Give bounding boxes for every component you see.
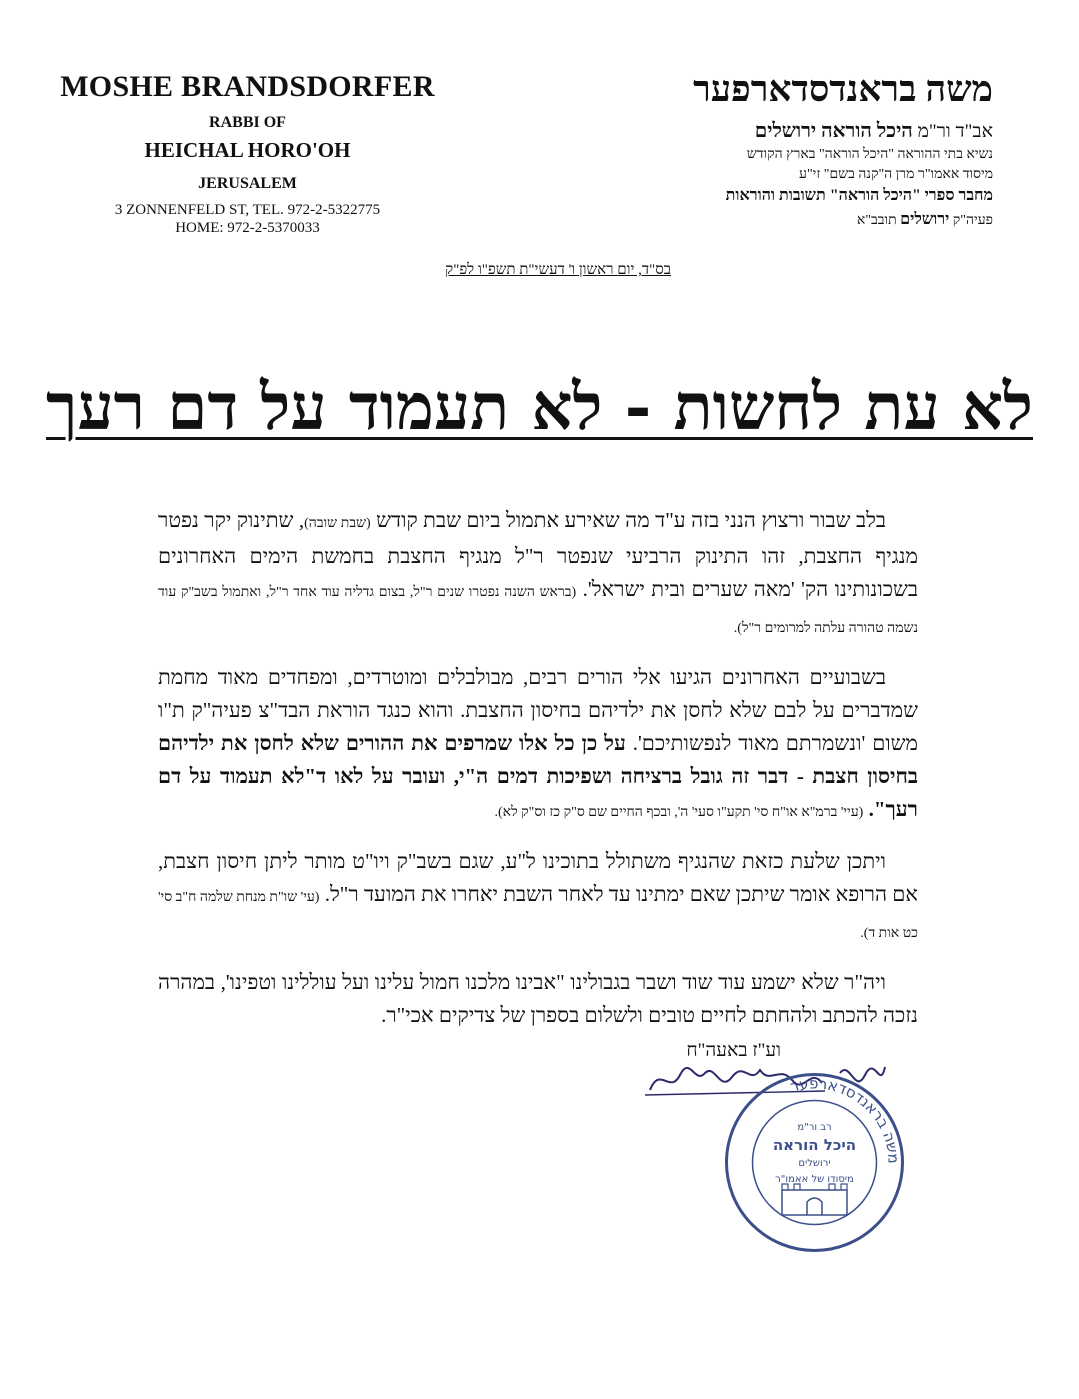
letterhead-line5-suffix: תובב"א [856,213,897,228]
stamp-line2: היכל הוראה [772,1136,857,1154]
closing-line: וע"ז באעה"ח [686,1040,781,1061]
paragraph-4 [158,966,918,1032]
p3-main: ויתכן שלעת כזאת שהנגיף משתולל בתוכינו ל"ע, שגם בשב"ק ויו"ט מותר ליתן חיסון חצבת, אם הרופא אומר שיתכן שאם ימתינו עד לאחר השבת יאחרו את המועד ר"ל. [158,849,919,906]
p2-bold: על כן כל אלו שמרפים את ההורים שלא לחסן את ילדיהם בחיסון חצבת - דבר זה גובל ברציחה ושפיכות דמים ה"י, ועובר על לאו ד"לא תעמוד על דם רעך". [158,731,918,821]
letter-title: לא עת לחשות - לא תעמוד על דם רעך [46,370,1033,445]
p3-note: (עי' שו"ת מנחת שלמה ח"ב סי' כט אות ד). [158,890,918,941]
letterhead-line4-prefix: מחבר ספרי [924,187,993,204]
letterhead-english [60,70,435,237]
date-line: בס"ד, יום ראשון ו' דעשי"ת תשפ"ו לפ"ק [445,262,671,278]
letterhead-line1-bold: היכל הוראה ירושלים [754,120,913,142]
p4-main: ויה"ר שלא ישמע עוד שוד ושבר בגבולינו "אבינו מלכנו חמול עלינו ועל עוללינו וטפינו', במהרה נזכה להכתב ולהחתם לחיים טובים ולשלום בספרן של צדיקים אכי"ר. [158,970,918,1027]
letterhead-line4-bold: "היכל הוראה" תשובות והוראות [725,187,921,204]
address-en: 3 ZONNENFELD ST, TEL. 972-2-5322775 [114,202,381,218]
p2-note: (עיי' ברמ"א או"ח סי' תקע"ו סעי' ה', ובכף החיים שם ס"ק כז וס"ק לא). [494,805,864,820]
city-en: JERUSALEM [198,175,297,192]
institution-en: HEICHAL HORO'OH [144,138,351,162]
home-phone-en: HOME: 972-2-5370033 [175,220,320,236]
letterhead-line3: מיסוד אאמו"ר מרן ה"קנה בשם" זי"ע [799,167,993,182]
stamp-building-icon [782,1184,847,1215]
letter-body [158,504,918,1048]
p1-main2: , שתינוק יקר נפטר מנגיף החצבת, זהו התינוק הרביעי שנפטר ר"ל מנגיף החצבת בחמשת הימים האחרונים בשכונותינו הק' 'מאה שערים ובית ישראל'. [158,508,918,601]
p1-main: בלב שבור ורצוץ הנני בזה ע"ד מה שאירע אתמול ביום שבת קודש [376,508,887,532]
paragraph-1 [158,504,918,645]
official-stamp [722,1070,907,1255]
rabbi-name-he: משה בראנדסדארפער [693,69,993,109]
letterhead-line5-bold: ירושלים [900,211,950,228]
letterhead-hebrew [633,68,993,229]
paragraph-2 [158,661,918,829]
rabbi-title-en: RABBI OF [209,114,286,131]
letterhead-line2: נשיא בתי ההוראה "היכל הוראה" בארץ הקודש [746,147,993,162]
letterhead-line1-prefix: אב"ד ור"מ [917,121,993,142]
letterhead-line5 [633,211,993,229]
letterhead-line5-prefix: פעיה"ק [952,213,993,228]
p1-note2: (בראש השנה נפטרו שנים ר"ל, בצום גדליה עוד אחד ר"ל, ואתמול בשב"ק עוד נשמה טהורה עלתה למרומים ר"ל). [158,585,918,636]
letterhead-line1 [633,120,993,143]
letterhead-line4 [633,187,993,205]
p2-main: בשבועיים האחרונים הגיעו אלי הורים רבים, מבולבלים ומוטרדים, ומפחדים מאוד מחמת שמדברים על לבם שלא לחסן את ילדיהם בחיסון החצבת. והוא כנגד הוראת הבד"צ פעיה"ק ת"ו משום 'ונשמרתם מאוד לנפשותיכם'. [158,665,918,755]
stamp-line4: מיסודו של אאמו"ר [775,1174,854,1185]
stamp-name: משה בראנדסדארפער [788,1074,903,1165]
rabbi-name-en: MOSHE BRANDSDORFER [60,70,435,103]
p1-note1: (שבת שובה) [304,516,371,531]
stamp-line3: ירושלים [798,1158,831,1169]
stamp-line1: רב ור"מ [797,1122,832,1133]
paragraph-3 [158,845,918,950]
